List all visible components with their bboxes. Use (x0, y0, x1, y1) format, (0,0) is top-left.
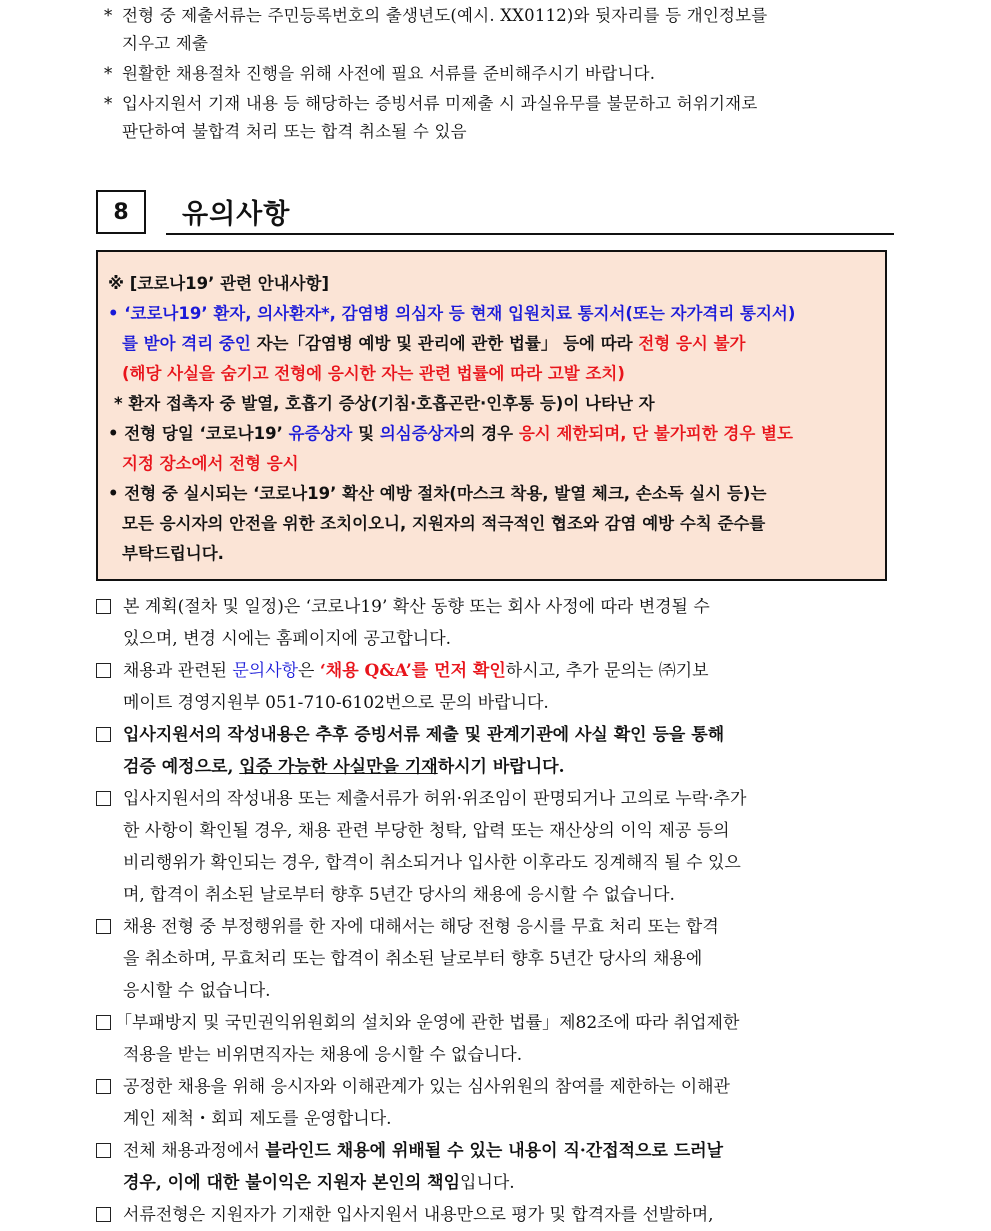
item-line: 「부패방지 및 국민권익위원회의 설치와 운영에 관한 법률」제82조에 따라 취업제한 (115, 1013, 740, 1033)
checkbox-icon (96, 663, 111, 678)
section-header (96, 186, 894, 236)
covid-text: 및 (352, 424, 380, 443)
checkbox-icon (96, 1143, 111, 1158)
covid-bullet-3-line-3: 부탁드립니다. (122, 544, 224, 563)
covid-bullet-1-line-1: • ‘코로나19’ 환자, 의사환자*, 감염병 의심자 등 현재 입원치료 통지서(또는 자가격리 통지서) (108, 304, 796, 323)
list-item (96, 783, 896, 911)
notice-items (96, 591, 896, 1231)
checkbox-icon (96, 919, 111, 934)
note-line: 원활한 채용절차 진행을 위해 사전에 필요 서류를 준비해주시기 바랍니다. (122, 64, 656, 83)
item-text-underlined: 입증 가능한 사실만을 기재 (239, 757, 438, 777)
covid-text-red: 응시 제한되며, 단 불가피한 경우 별도 (518, 424, 793, 443)
list-item (96, 655, 896, 719)
note-item (104, 2, 767, 30)
covid-text-blue: 를 받아 격리 중인 (122, 334, 257, 353)
covid-text: 의 경우 (459, 424, 519, 443)
covid-bullet-3-line-2: 모든 응시자의 안전을 위한 조치이오니, 지원자의 적극적인 협조와 감염 예방 수칙 준수를 (122, 514, 766, 533)
list-item (96, 719, 896, 783)
item-text: 전체 채용과정에서 (123, 1141, 266, 1161)
section-title: 유의사항 (182, 199, 291, 230)
item-line: 적용을 받는 비위면직자는 채용에 응시할 수 없습니다. (123, 1045, 523, 1065)
section-number: 8 (96, 190, 146, 234)
covid-bullet-2-line-1 (108, 419, 875, 449)
covid-text-blue: 의심증상자 (379, 424, 460, 443)
note-bullet: * (104, 94, 113, 113)
note-line: 입사지원서 기재 내용 등 해당하는 증빙서류 미제출 시 과실유무를 불문하고 허위기재로 (122, 94, 758, 113)
item-line: 을 취소하며, 무효처리 또는 합격이 취소된 날로부터 향후 5년간 당사의 채용에 (123, 949, 703, 969)
item-line: 본 계획(절차 및 일정)은 ‘코로나19’ 확산 동향 또는 회사 사정에 따라 변경될 수 (123, 597, 710, 617)
covid-text-blue: 유증상자 (288, 424, 353, 443)
list-item (96, 591, 896, 655)
section-rule (166, 233, 894, 235)
covid-heading: ※ [코로나19’ 관련 안내사항] (108, 274, 330, 293)
item-line (123, 751, 896, 783)
item-line: 채용 전형 중 부정행위를 한 자에 대해서는 해당 전형 응시를 무효 처리 또는 합격 (123, 917, 719, 937)
list-item (96, 1071, 896, 1135)
note-item (104, 60, 767, 88)
item-text: 검증 예정으로, (123, 757, 240, 777)
item-text: 입니다. (460, 1173, 515, 1193)
item-text-red: ‘채용 Q&A’를 먼저 확인 (319, 661, 506, 681)
checkbox-icon (96, 599, 111, 614)
note-line: 전형 중 제출서류는 주민등록번호의 출생년도(예시. XX0112)와 뒷자리를 등 개인정보를 (122, 6, 768, 25)
covid-text-red: 전형 응시 불가 (638, 334, 746, 353)
top-notes (104, 2, 767, 146)
item-line: 입사지원서의 작성내용 또는 제출서류가 허위·위조임이 판명되거나 고의로 누락·추가 (123, 789, 747, 809)
covid-bullet-1-line-3: (해당 사실을 숨기고 전형에 응시한 자는 관련 법률에 따라 고발 조치) (122, 364, 625, 383)
item-line: 며, 합격이 취소된 날로부터 향후 5년간 당사의 채용에 응시할 수 없습니다. (123, 885, 675, 905)
checkbox-icon (96, 1079, 111, 1094)
note-line-text: 지우고 제출 (122, 34, 209, 53)
item-text: 하시고, 추가 문의는 ㈜기보 (505, 661, 709, 681)
item-text: 채용과 관련된 (123, 661, 233, 681)
covid-notice-box (96, 250, 887, 581)
item-line: 있으며, 변경 시에는 홈페이지에 공고합니다. (123, 629, 452, 649)
note-line (104, 30, 767, 58)
item-line: 한 사항이 확인될 경우, 채용 관련 부당한 청탁, 압력 또는 재산상의 이익 제공 등의 (123, 821, 730, 841)
item-line: 응시할 수 없습니다. (123, 981, 271, 1001)
item-line: 비리행위가 확인되는 경우, 합격이 취소되거나 입사한 이후라도 징계해직 될 수 있으 (123, 853, 741, 873)
note-bullet: * (104, 64, 113, 83)
list-item (96, 1135, 896, 1199)
item-line (123, 1135, 896, 1167)
item-text-bold: 경우, 이에 대한 불이익은 지원자 본인의 책임 (123, 1173, 461, 1193)
item-line: 입사지원서의 작성내용은 추후 증빙서류 제출 및 관계기관에 사실 확인 등을 통해 (123, 725, 725, 745)
item-line: 공정한 채용을 위해 응시자와 이해관계가 있는 심사위원의 참여를 제한하는 이해관 (123, 1077, 730, 1097)
item-line: 계인 제척・회피 제도를 운영합니다. (123, 1109, 392, 1129)
note-line-text: 판단하여 불합격 처리 또는 합격 취소될 수 있음 (122, 122, 467, 141)
list-item (96, 911, 896, 1007)
item-line: 서류전형은 지원자가 기재한 입사지원서 내용만으로 평가 및 합격자를 선발하며, (123, 1205, 714, 1225)
item-line (123, 1167, 896, 1199)
item-line: 메이트 경영지원부 051-710-6102번으로 문의 바랍니다. (123, 693, 549, 713)
item-text: 하시기 바랍니다. (437, 757, 565, 777)
covid-bullet-3-line-1: • 전형 중 실시되는 ‘코로나19’ 확산 예방 절차(마스크 착용, 발열 체크, 손소독 실시 등)는 (108, 484, 767, 503)
checkbox-icon (96, 1207, 111, 1222)
checkbox-icon (96, 727, 111, 742)
item-text-bold: 블라인드 채용에 위배될 수 있는 내용이 직·간접적으로 드러날 (265, 1141, 724, 1161)
item-text-blue: 문의사항 (232, 661, 299, 681)
covid-text: • 전형 당일 ‘코로나19’ (108, 424, 289, 443)
covid-bullet-1-footnote: * 환자 접촉자 중 발열, 호흡기 증상(기침·호흡곤란·인후통 등)이 나타난 자 (114, 394, 655, 413)
list-item (96, 1199, 896, 1231)
item-text: 은 (298, 661, 320, 681)
covid-bullet-1-line-2 (108, 329, 875, 359)
note-line (104, 118, 767, 146)
checkbox-icon (96, 1015, 111, 1030)
item-line (123, 655, 896, 687)
note-bullet: * (104, 6, 113, 25)
note-item (104, 90, 767, 118)
covid-text: 자는「감염병 예방 및 관리에 관한 법률」 등에 따라 (256, 334, 639, 353)
checkbox-icon (96, 791, 111, 806)
list-item (96, 1007, 896, 1071)
covid-bullet-2-line-2: 지정 장소에서 전형 응시 (122, 454, 299, 473)
